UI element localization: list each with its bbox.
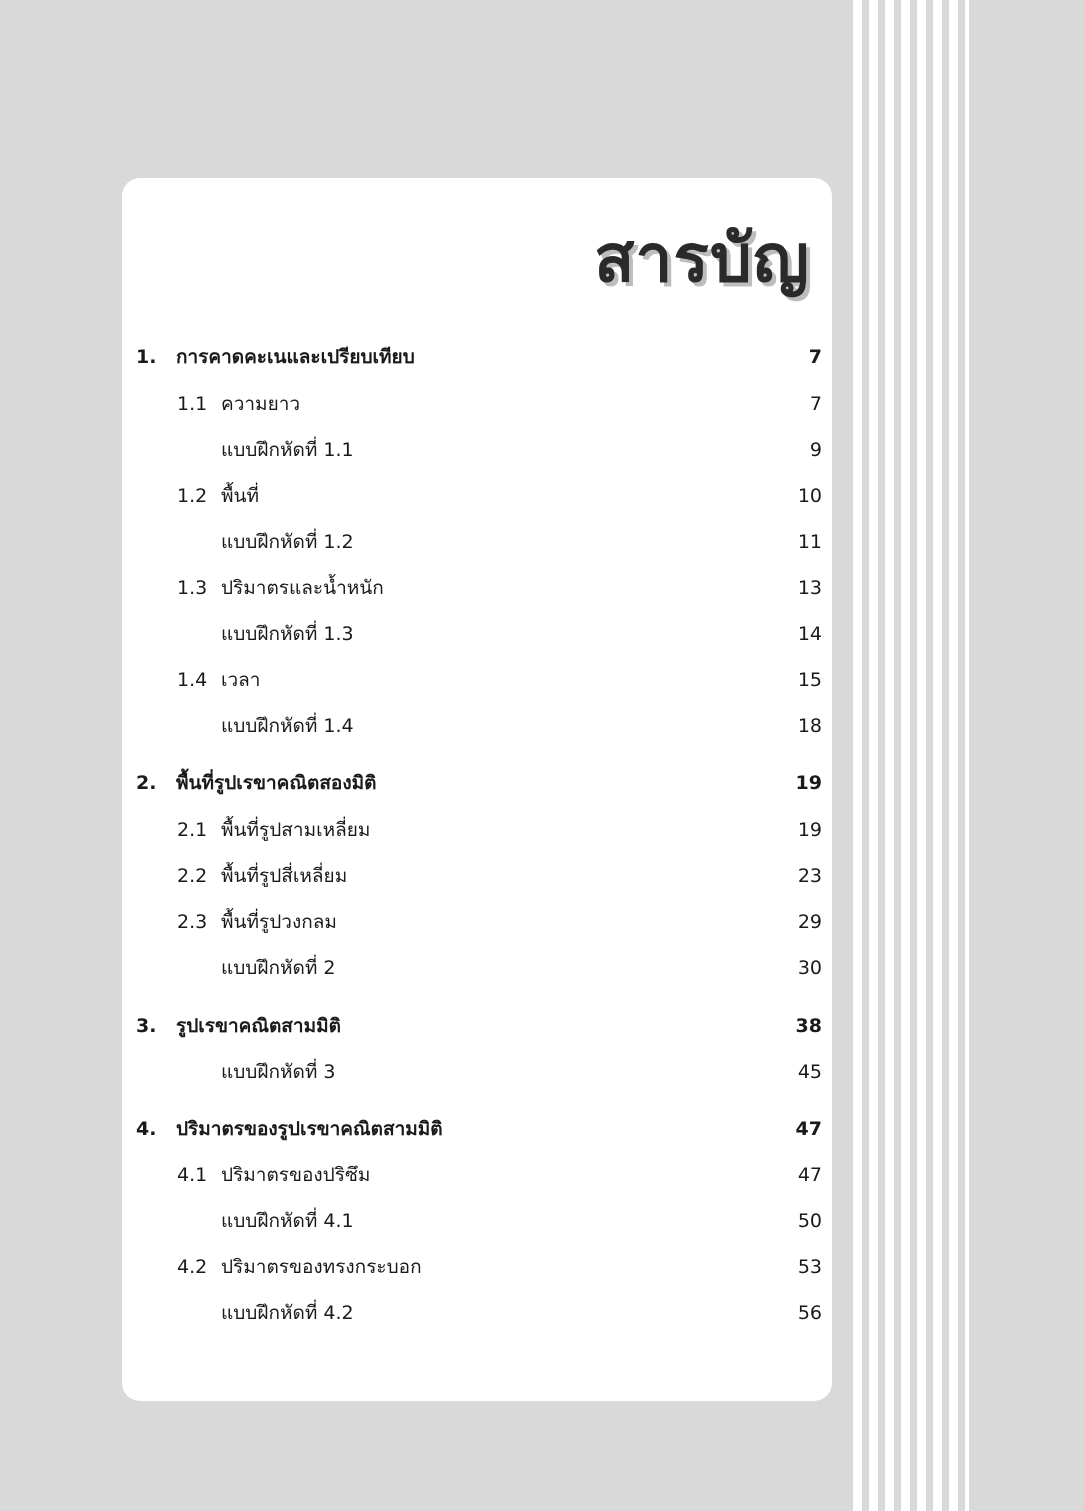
toc-exercise	[122, 435, 832, 465]
toc-number: 3.	[136, 1015, 157, 1037]
toc-page-number: 18	[797, 715, 822, 737]
toc-list	[122, 178, 832, 1401]
toc-section	[122, 1252, 832, 1282]
toc-label: แบบฝึกหัดที่ 2	[221, 957, 336, 979]
toc-number: 2.2	[177, 865, 208, 887]
toc-label: แบบฝึกหัดที่ 1.4	[221, 715, 354, 737]
toc-number: 2.	[136, 772, 157, 794]
toc-number: 2.3	[177, 911, 208, 933]
toc-page-number: 45	[797, 1061, 822, 1083]
toc-page-number: 19	[795, 772, 822, 794]
toc-section	[122, 389, 832, 419]
toc-chapter	[122, 1114, 832, 1144]
toc-page-number: 23	[797, 865, 822, 887]
toc-label: พื้นที่รูปวงกลม	[221, 911, 337, 933]
toc-number: 4.1	[177, 1164, 208, 1186]
toc-label: แบบฝึกหัดที่ 1.1	[221, 439, 354, 461]
toc-exercise	[122, 711, 832, 741]
toc-label: ปริมาตรและน้ำหนัก	[221, 577, 384, 599]
toc-label: แบบฝึกหัดที่ 3	[221, 1061, 336, 1083]
toc-page-number: 19	[797, 819, 822, 841]
toc-page-number: 47	[795, 1118, 822, 1140]
toc-section	[122, 861, 832, 891]
toc-section	[122, 665, 832, 695]
toc-exercise	[122, 527, 832, 557]
toc-page-number: 30	[797, 957, 822, 979]
toc-section	[122, 907, 832, 937]
toc-exercise	[122, 1206, 832, 1236]
toc-label: แบบฝึกหัดที่ 4.1	[221, 1210, 354, 1232]
toc-number: 2.1	[177, 819, 208, 841]
toc-label: เวลา	[221, 669, 261, 691]
toc-page-number: 53	[797, 1256, 822, 1278]
toc-card	[122, 178, 832, 1401]
toc-exercise	[122, 1298, 832, 1328]
toc-chapter	[122, 1011, 832, 1041]
toc-number: 4.2	[177, 1256, 208, 1278]
toc-exercise	[122, 1057, 832, 1087]
toc-page-number: 10	[797, 485, 822, 507]
toc-number: 4.	[136, 1118, 157, 1140]
toc-section	[122, 815, 832, 845]
toc-chapter	[122, 342, 832, 372]
toc-exercise	[122, 619, 832, 649]
toc-page-number: 13	[797, 577, 822, 599]
toc-label: พื้นที่รูปสามเหลี่ยม	[221, 819, 371, 841]
toc-page-number: 11	[797, 531, 822, 553]
toc-label: พื้นที่	[221, 485, 260, 507]
toc-exercise	[122, 953, 832, 983]
toc-label: พื้นที่รูปสี่เหลี่ยม	[221, 865, 348, 887]
toc-page-number: 50	[797, 1210, 822, 1232]
toc-label: แบบฝึกหัดที่ 1.2	[221, 531, 354, 553]
toc-page-number: 29	[797, 911, 822, 933]
toc-number: 1.2	[177, 485, 208, 507]
page-title: สารบัญ	[594, 220, 810, 297]
toc-number: 1.1	[177, 393, 208, 415]
toc-label: แบบฝึกหัดที่ 4.2	[221, 1302, 354, 1324]
toc-number: 1.	[136, 346, 157, 368]
toc-label: การคาดคะเนและเปรียบเทียบ	[176, 346, 415, 368]
toc-page-number: 15	[797, 669, 822, 691]
toc-label: ปริมาตรของทรงกระบอก	[221, 1256, 422, 1278]
toc-page-number: 56	[797, 1302, 822, 1324]
toc-page-number: 7	[808, 346, 822, 368]
toc-page-number: 7	[809, 393, 822, 415]
toc-section	[122, 1160, 832, 1190]
toc-label: รูปเรขาคณิตสามมิติ	[176, 1015, 341, 1037]
toc-label: พื้นที่รูปเรขาคณิตสองมิติ	[176, 772, 377, 794]
toc-number: 1.3	[177, 577, 208, 599]
toc-section	[122, 481, 832, 511]
toc-page-number: 38	[795, 1015, 822, 1037]
toc-number: 1.4	[177, 669, 208, 691]
toc-label: ปริมาตรของปริซึม	[221, 1164, 371, 1186]
toc-chapter	[122, 768, 832, 798]
toc-label: ปริมาตรของรูปเรขาคณิตสามมิติ	[176, 1118, 443, 1140]
toc-label: แบบฝึกหัดที่ 1.3	[221, 623, 354, 645]
toc-section	[122, 573, 832, 603]
toc-page-number: 9	[809, 439, 822, 461]
toc-page-number: 14	[797, 623, 822, 645]
decorative-stripes	[853, 0, 969, 1511]
toc-label: ความยาว	[221, 393, 301, 415]
toc-page-number: 47	[797, 1164, 822, 1186]
